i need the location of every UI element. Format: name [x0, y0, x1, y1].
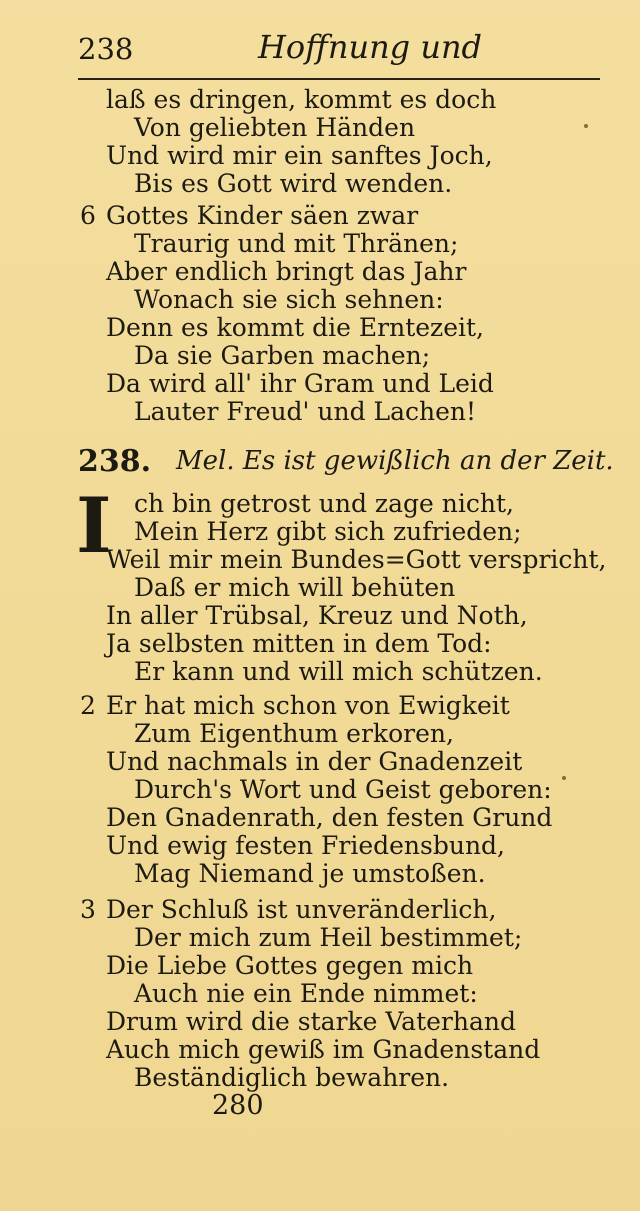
text-line: Der Schluß ist unveränderlich, — [106, 895, 497, 924]
verse-number: 3 — [80, 895, 96, 924]
text-line: Denn es kommt die Erntezeit, — [106, 313, 485, 342]
running-header — [78, 28, 600, 80]
verse-number: 2 — [80, 691, 96, 720]
text-line: Und ewig festen Friedensbund, — [106, 831, 505, 860]
text-line: Weil mir mein Bundes=Gott verspricht, — [106, 545, 607, 574]
text-line: Er kann und will mich schützen. — [134, 657, 543, 686]
text-line: Er hat mich schon von Ewigkeit — [106, 691, 510, 720]
text-line: In aller Trübsal, Kreuz und Noth, — [106, 601, 528, 630]
text-line: Der mich zum Heil bestimmet; — [134, 923, 523, 952]
text-line: ch bin getrost und zage nicht, — [134, 489, 514, 518]
verse-number: 6 — [80, 201, 96, 230]
text-line: Drum wird die starke Vaterhand — [106, 1007, 516, 1036]
hymn-number: 238. — [78, 444, 152, 479]
text-line: Traurig und mit Thränen; — [134, 229, 459, 258]
sheet-number: 280 — [212, 1090, 264, 1121]
text-line: Ja selbsten mitten in dem Tod: — [106, 629, 492, 658]
text-line: Und wird mir ein sanftes Joch, — [106, 141, 493, 170]
text-line: laß es dringen, kommt es doch — [106, 85, 497, 114]
text-line: Auch nie ein Ende nimmet: — [134, 979, 478, 1008]
text-line: Und nachmals in der Gnadenzeit — [106, 747, 523, 776]
text-line: Mag Niemand je umstoßen. — [134, 859, 486, 888]
page-number: 238 — [78, 32, 134, 66]
text-line: Da wird all' ihr Gram und Leid — [106, 369, 494, 398]
paper-speck — [584, 124, 588, 128]
text-line: Wonach sie sich sehnen: — [134, 285, 444, 314]
melody-line: Mel. Es ist gewißlich an der Zeit. — [176, 446, 614, 476]
text-line: Aber endlich bringt das Jahr — [106, 257, 467, 286]
text-line: Gottes Kinder säen zwar — [106, 201, 419, 230]
text-line: Durch's Wort und Geist geboren: — [134, 775, 552, 804]
text-line: Die Liebe Gottes gegen mich — [106, 951, 474, 980]
text-line: Den Gnadenrath, den festen Grund — [106, 803, 553, 832]
text-line: Lauter Freud' und Lachen! — [134, 397, 477, 426]
text-line: Mein Herz gibt sich zufrieden; — [134, 517, 522, 546]
text-line: Von geliebten Händen — [134, 113, 416, 142]
text-line: Daß er mich will behüten — [134, 573, 456, 602]
text-line: Bis es Gott wird wenden. — [134, 169, 453, 198]
running-title: Hoffnung und — [258, 28, 483, 66]
text-line: Da sie Garben machen; — [134, 341, 431, 370]
text-line: Zum Eigenthum erkoren, — [134, 719, 454, 748]
text-line: Auch mich gewiß im Gnadenstand — [106, 1035, 541, 1064]
text-line: Beständiglich bewahren. — [134, 1063, 450, 1092]
paper-speck — [562, 776, 566, 780]
drop-cap: I — [76, 481, 112, 570]
